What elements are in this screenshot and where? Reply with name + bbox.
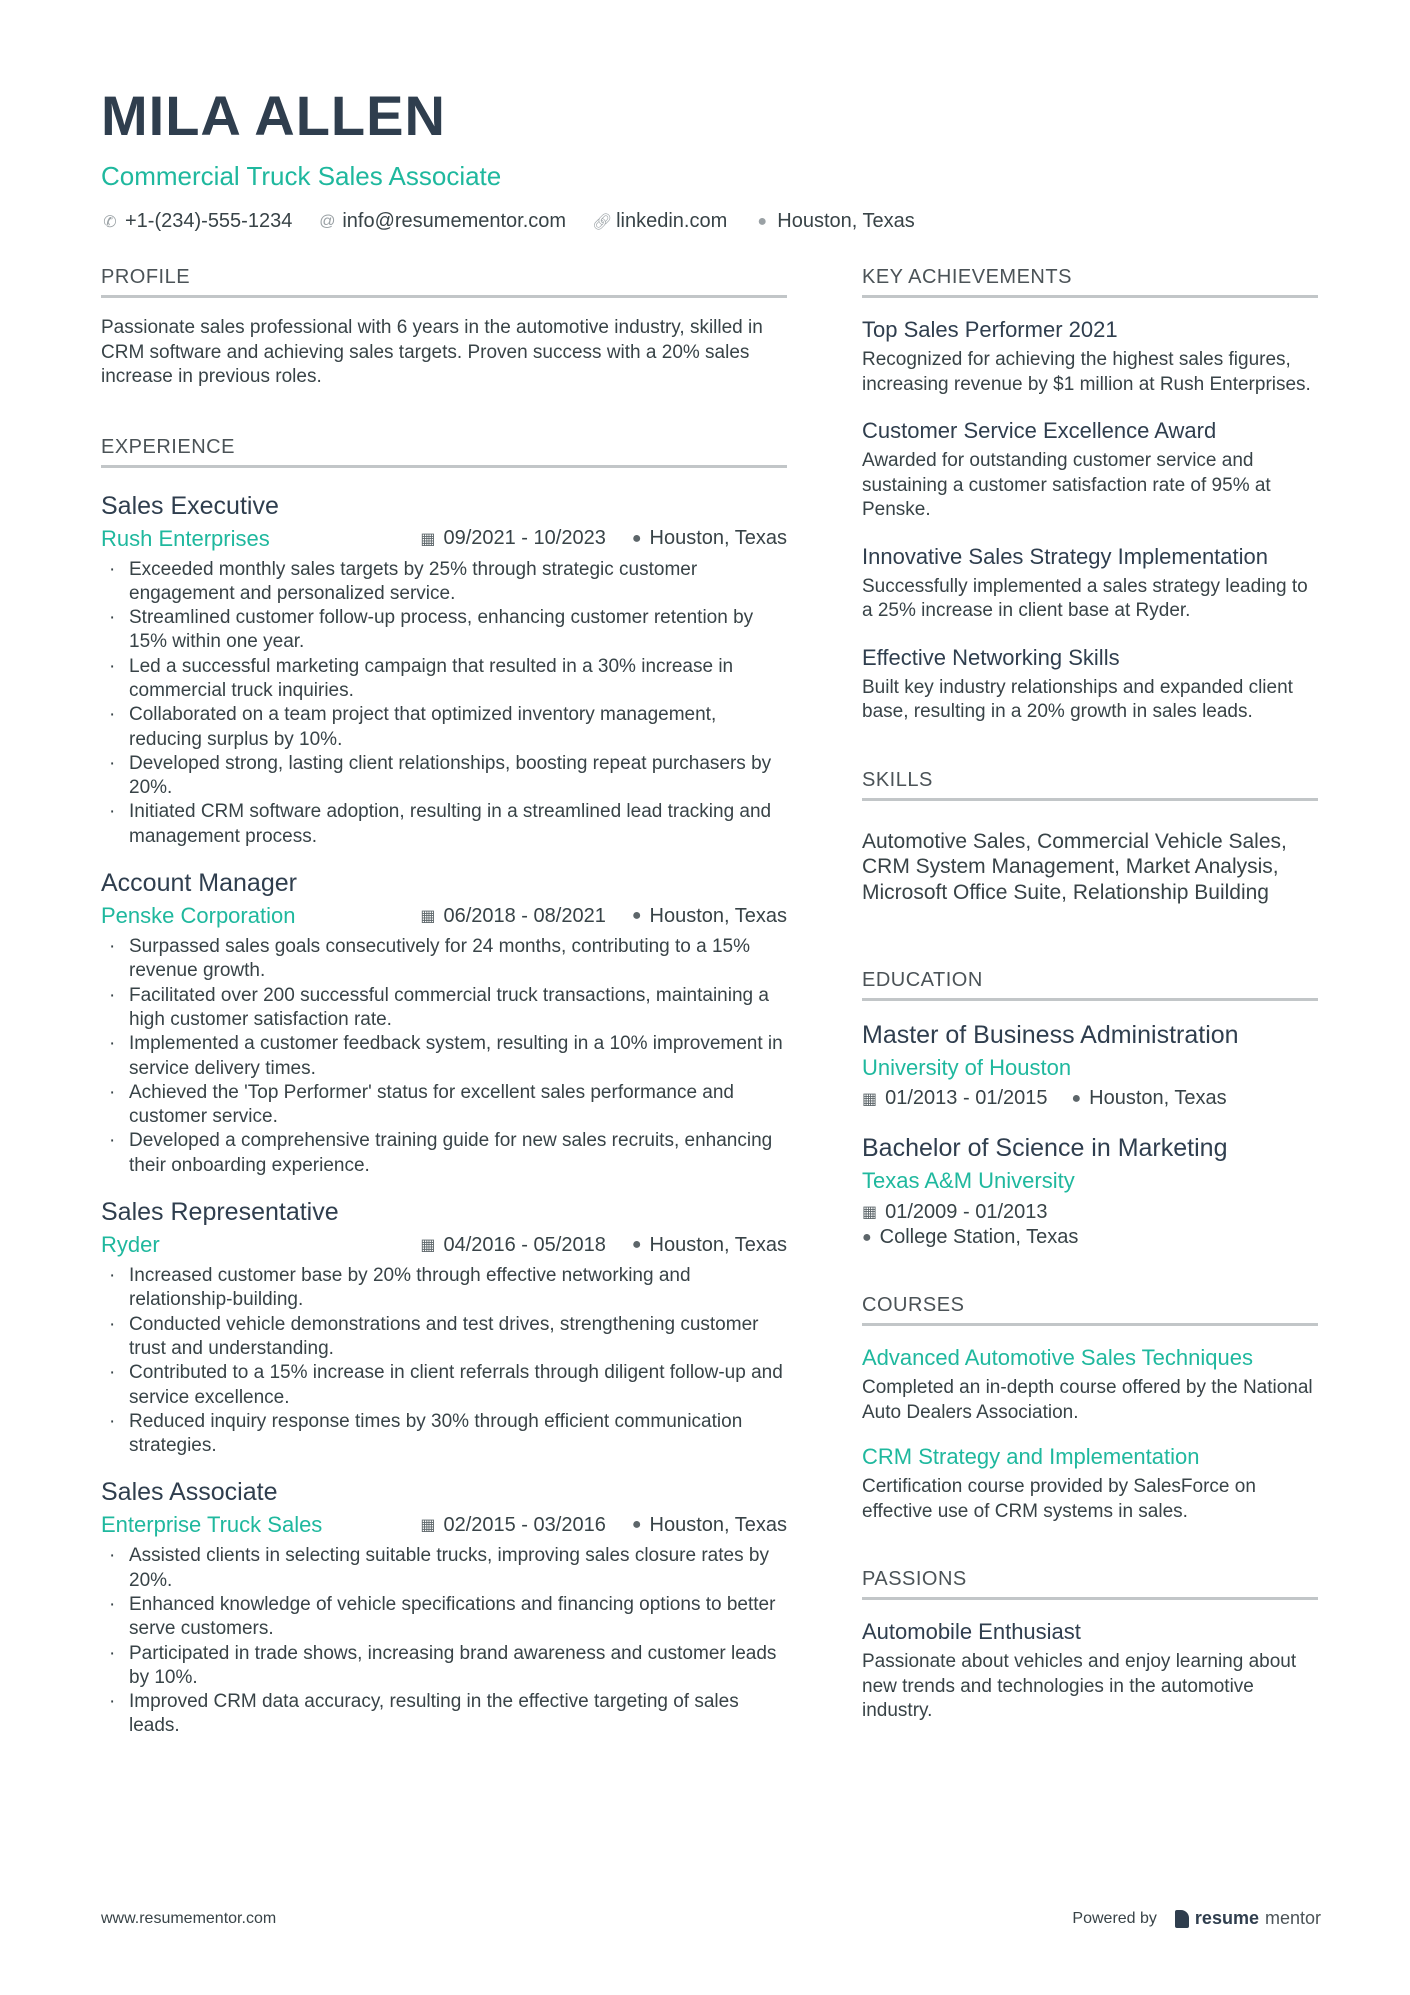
contact-location	[753, 210, 915, 233]
education-school: Texas A&M University	[862, 1168, 1075, 1193]
job-bullets	[101, 1264, 787, 1458]
job-bullet: · Improved CRM data accuracy, resulting in the effective targeting of sales leads.	[101, 1690, 787, 1739]
job-bullet: · Increased customer base by 20% through effective networking and relationship-building.	[101, 1264, 787, 1313]
brand-mark-icon	[1175, 1910, 1189, 1928]
education-dates-text: 01/2009 - 01/2013	[885, 1201, 1048, 1223]
course-title: Advanced Automotive Sales Techniques	[862, 1345, 1253, 1370]
achievement-title: Customer Service Excellence Award	[862, 418, 1217, 443]
course-item	[862, 1344, 1318, 1425]
achievement-title: Effective Networking Skills	[862, 644, 1120, 670]
job-company: Rush Enterprises	[101, 525, 270, 551]
job-role: Sales Associate	[101, 1478, 278, 1507]
achievement-item	[862, 316, 1318, 397]
course-desc: Certification course provided by SalesForce on effective use of CRM systems in sales.	[862, 1476, 1256, 1522]
skills-text: Automotive Sales, Commercial Vehicle Sales, CRM System Management, Market Analysis, Microsoft Office Suite, Relationship Building	[862, 829, 1287, 904]
job-location	[632, 905, 787, 928]
section-heading: PROFILE	[101, 266, 787, 298]
job-dates-text: 06/2018 - 08/2021	[443, 904, 606, 927]
education-meta	[862, 1087, 1318, 1110]
right-column	[862, 266, 1318, 1754]
job-bullets	[101, 935, 787, 1178]
brand-bold: resume	[1194, 1908, 1259, 1928]
job-bullet: · Collaborated on a team project that optimized inventory management, reducing surplus by 10%.	[101, 703, 787, 752]
job-bullet: · Surpassed sales goals consecutively for 24 months, contributing to a 15% revenue growth.	[101, 935, 787, 984]
profile-text: Passionate sales professional with 6 years in the automotive industry, skilled in CRM software and achieving sales targets. Proven success with a 20% sales increase in previous roles.	[101, 317, 763, 387]
course-item	[862, 1443, 1318, 1524]
section-heading: EDUCATION	[862, 969, 1318, 1001]
section-heading: PASSIONS	[862, 1568, 1318, 1600]
education-location	[1072, 1087, 1227, 1110]
achievement-item	[862, 417, 1318, 523]
profile-section	[101, 266, 787, 390]
job-bullets	[101, 558, 787, 850]
education-degree: Master of Business Administration	[862, 1021, 1239, 1049]
passion-item	[862, 1618, 1318, 1724]
passion-title: Automobile Enthusiast	[862, 1619, 1081, 1644]
job-bullet: · Developed strong, lasting client relationships, boosting repeat purchasers by 20%.	[101, 752, 787, 801]
job-role: Account Manager	[101, 869, 297, 898]
phone-icon: ✆	[103, 213, 117, 231]
map-pin-icon: ●	[631, 1516, 642, 1534]
calendar-icon: ▦	[420, 530, 436, 548]
job-dates-text: 04/2016 - 05/2018	[443, 1233, 606, 1256]
map-pin-icon: ●	[631, 907, 642, 925]
job-entry	[101, 490, 787, 850]
calendar-icon: ▦	[420, 908, 436, 926]
achievement-desc: Awarded for outstanding customer service and sustaining a customer satisfaction rate of 95% at Penske.	[862, 450, 1271, 520]
achievement-desc: Successfully implemented a sales strategy leading to a 25% increase in client base at Ryder.	[862, 575, 1308, 621]
map-pin-icon: ●	[631, 1236, 642, 1254]
education-item	[862, 1019, 1318, 1110]
job-list	[101, 490, 787, 1739]
powered-by-label: Powered by	[1072, 1909, 1157, 1927]
course-list	[862, 1344, 1318, 1524]
education-location	[862, 1225, 1318, 1250]
job-entry	[101, 867, 787, 1178]
job-bullet: · Assisted clients in selecting suitable trucks, improving sales closure rates by 20%.	[101, 1544, 787, 1593]
calendar-icon: ▦	[420, 1517, 436, 1535]
map-pin-icon: ●	[631, 529, 642, 547]
job-meta-right	[420, 1234, 787, 1257]
job-bullet: · Achieved the 'Top Performer' status for excellent sales performance and customer service.	[101, 1081, 787, 1130]
job-dates	[420, 1234, 606, 1257]
education-location-text: Houston, Texas	[1089, 1087, 1227, 1109]
map-pin-icon: ●	[862, 1229, 872, 1246]
section-heading: COURSES	[862, 1294, 1318, 1326]
job-meta	[101, 1232, 787, 1258]
job-meta-right	[420, 527, 787, 550]
link-icon: 🔗︎	[592, 213, 613, 231]
candidate-title: Commercial Truck Sales Associate	[101, 161, 502, 191]
education-list	[862, 1019, 1318, 1250]
location-text: Houston, Texas	[777, 210, 915, 232]
job-dates	[420, 527, 606, 550]
education-dates	[862, 1087, 1048, 1110]
job-bullet: · Contributed to a 15% increase in client referrals through diligent follow-up and service excellence.	[101, 1361, 787, 1410]
section-heading: KEY ACHIEVEMENTS	[862, 266, 1318, 298]
job-dates	[420, 905, 606, 928]
calendar-icon: ▦	[862, 1204, 878, 1221]
achievement-item	[862, 543, 1318, 624]
job-role: Sales Representative	[101, 1198, 339, 1227]
skills-section	[862, 769, 1318, 906]
brand-light: mentor	[1264, 1908, 1321, 1928]
footer-url[interactable]: www.resumementor.com	[101, 1909, 277, 1927]
job-meta-right	[420, 905, 787, 928]
linkedin-text: linkedin.com	[616, 210, 728, 232]
achievement-list	[862, 316, 1318, 725]
map-pin-icon: ●	[1071, 1089, 1082, 1107]
experience-section	[101, 436, 787, 1739]
resume-header	[101, 84, 1321, 233]
course-title: CRM Strategy and Implementation	[862, 1444, 1200, 1469]
email-text: info@resumementor.com	[342, 210, 567, 232]
job-role: Sales Executive	[101, 491, 279, 520]
job-company: Penske Corporation	[101, 903, 296, 929]
education-location-text: College Station, Texas	[879, 1226, 1079, 1248]
job-meta	[101, 903, 787, 929]
section-heading: SKILLS	[862, 769, 1318, 801]
achievement-desc: Recognized for achieving the highest sales figures, increasing revenue by $1 million at Rush Enterprises.	[862, 349, 1311, 395]
job-location-text: Houston, Texas	[649, 904, 787, 927]
passions-section	[862, 1568, 1318, 1724]
at-icon: @	[319, 212, 336, 230]
contact-linkedin[interactable]	[592, 210, 727, 233]
job-location	[632, 1234, 787, 1257]
calendar-icon: ▦	[420, 1237, 436, 1255]
job-meta	[101, 526, 787, 552]
job-bullet: · Facilitated over 200 successful commercial truck transactions, maintaining a high customer satisfaction rate.	[101, 984, 787, 1033]
education-section	[862, 969, 1318, 1250]
job-company: Enterprise Truck Sales	[101, 1512, 323, 1538]
achievement-title: Top Sales Performer 2021	[862, 317, 1118, 342]
job-meta-right	[420, 1514, 787, 1537]
course-desc: Completed an in-depth course offered by the National Auto Dealers Association.	[862, 1377, 1313, 1423]
achievement-desc: Built key industry relationships and expanded client base, resulting in a 20% growth in sales leads.	[862, 676, 1293, 722]
education-dates-text: 01/2013 - 01/2015	[885, 1087, 1048, 1109]
map-pin-icon: ●	[757, 212, 768, 230]
job-bullet: · Enhanced knowledge of vehicle specifications and financing options to better serve customers.	[101, 1593, 787, 1642]
passion-desc: Passionate about vehicles and enjoy learning about new trends and technologies in the automotive industry.	[862, 1651, 1297, 1721]
section-heading: EXPERIENCE	[101, 436, 787, 468]
job-dates-text: 02/2015 - 03/2016	[443, 1513, 606, 1536]
page-footer	[101, 1908, 1321, 1929]
job-dates	[420, 1514, 606, 1537]
contact-phone[interactable]	[101, 210, 292, 233]
job-company: Ryder	[101, 1232, 160, 1258]
job-entry	[101, 1196, 787, 1458]
job-location-text: Houston, Texas	[649, 1233, 787, 1256]
left-column	[101, 266, 787, 1769]
education-dates	[862, 1200, 1318, 1225]
job-bullet: · Implemented a customer feedback system, resulting in a 10% improvement in service delivery times.	[101, 1032, 787, 1081]
education-meta	[862, 1200, 1318, 1250]
job-meta	[101, 1512, 787, 1538]
powered-by	[1072, 1908, 1321, 1929]
contact-bar	[101, 210, 1321, 233]
job-location-text: Houston, Texas	[649, 1513, 787, 1536]
achievements-section	[862, 266, 1318, 725]
phone-text: +1-(234)-555-1234	[125, 210, 293, 232]
job-bullet: · Led a successful marketing campaign that resulted in a 30% increase in commercial truck inquiries.	[101, 655, 787, 704]
job-location	[632, 527, 787, 550]
job-bullet: · Developed a comprehensive training guide for new sales recruits, enhancing their onboarding experience.	[101, 1129, 787, 1178]
job-bullet: · Conducted vehicle demonstrations and test drives, strengthening customer trust and understanding.	[101, 1313, 787, 1362]
job-bullet: · Exceeded monthly sales targets by 25% through strategic customer engagement and personalized service.	[101, 558, 787, 607]
education-item	[862, 1132, 1318, 1250]
brand-logo[interactable]	[1175, 1908, 1321, 1929]
candidate-name: MILA ALLEN	[101, 84, 446, 147]
job-location-text: Houston, Texas	[649, 527, 787, 549]
job-bullet: · Initiated CRM software adoption, resulting in a streamlined lead tracking and management process.	[101, 800, 787, 849]
contact-email[interactable]	[318, 210, 566, 233]
passion-list	[862, 1618, 1318, 1724]
calendar-icon: ▦	[862, 1090, 878, 1108]
job-bullet: · Participated in trade shows, increasing brand awareness and customer leads by 10%.	[101, 1642, 787, 1691]
achievement-title: Innovative Sales Strategy Implementation	[862, 543, 1269, 569]
education-degree: Bachelor of Science in Marketing	[862, 1134, 1228, 1162]
job-bullet: · Reduced inquiry response times by 30% through efficient communication strategies.	[101, 1410, 787, 1459]
job-dates-text: 09/2021 - 10/2023	[443, 527, 606, 549]
achievement-item	[862, 644, 1318, 725]
courses-section	[862, 1294, 1318, 1524]
education-school: University of Houston	[862, 1055, 1072, 1080]
job-bullet: · Streamlined customer follow-up process, enhancing customer retention by 15% within one year.	[101, 606, 787, 655]
job-location	[632, 1514, 787, 1537]
job-bullets	[101, 1544, 787, 1738]
job-entry	[101, 1476, 787, 1738]
